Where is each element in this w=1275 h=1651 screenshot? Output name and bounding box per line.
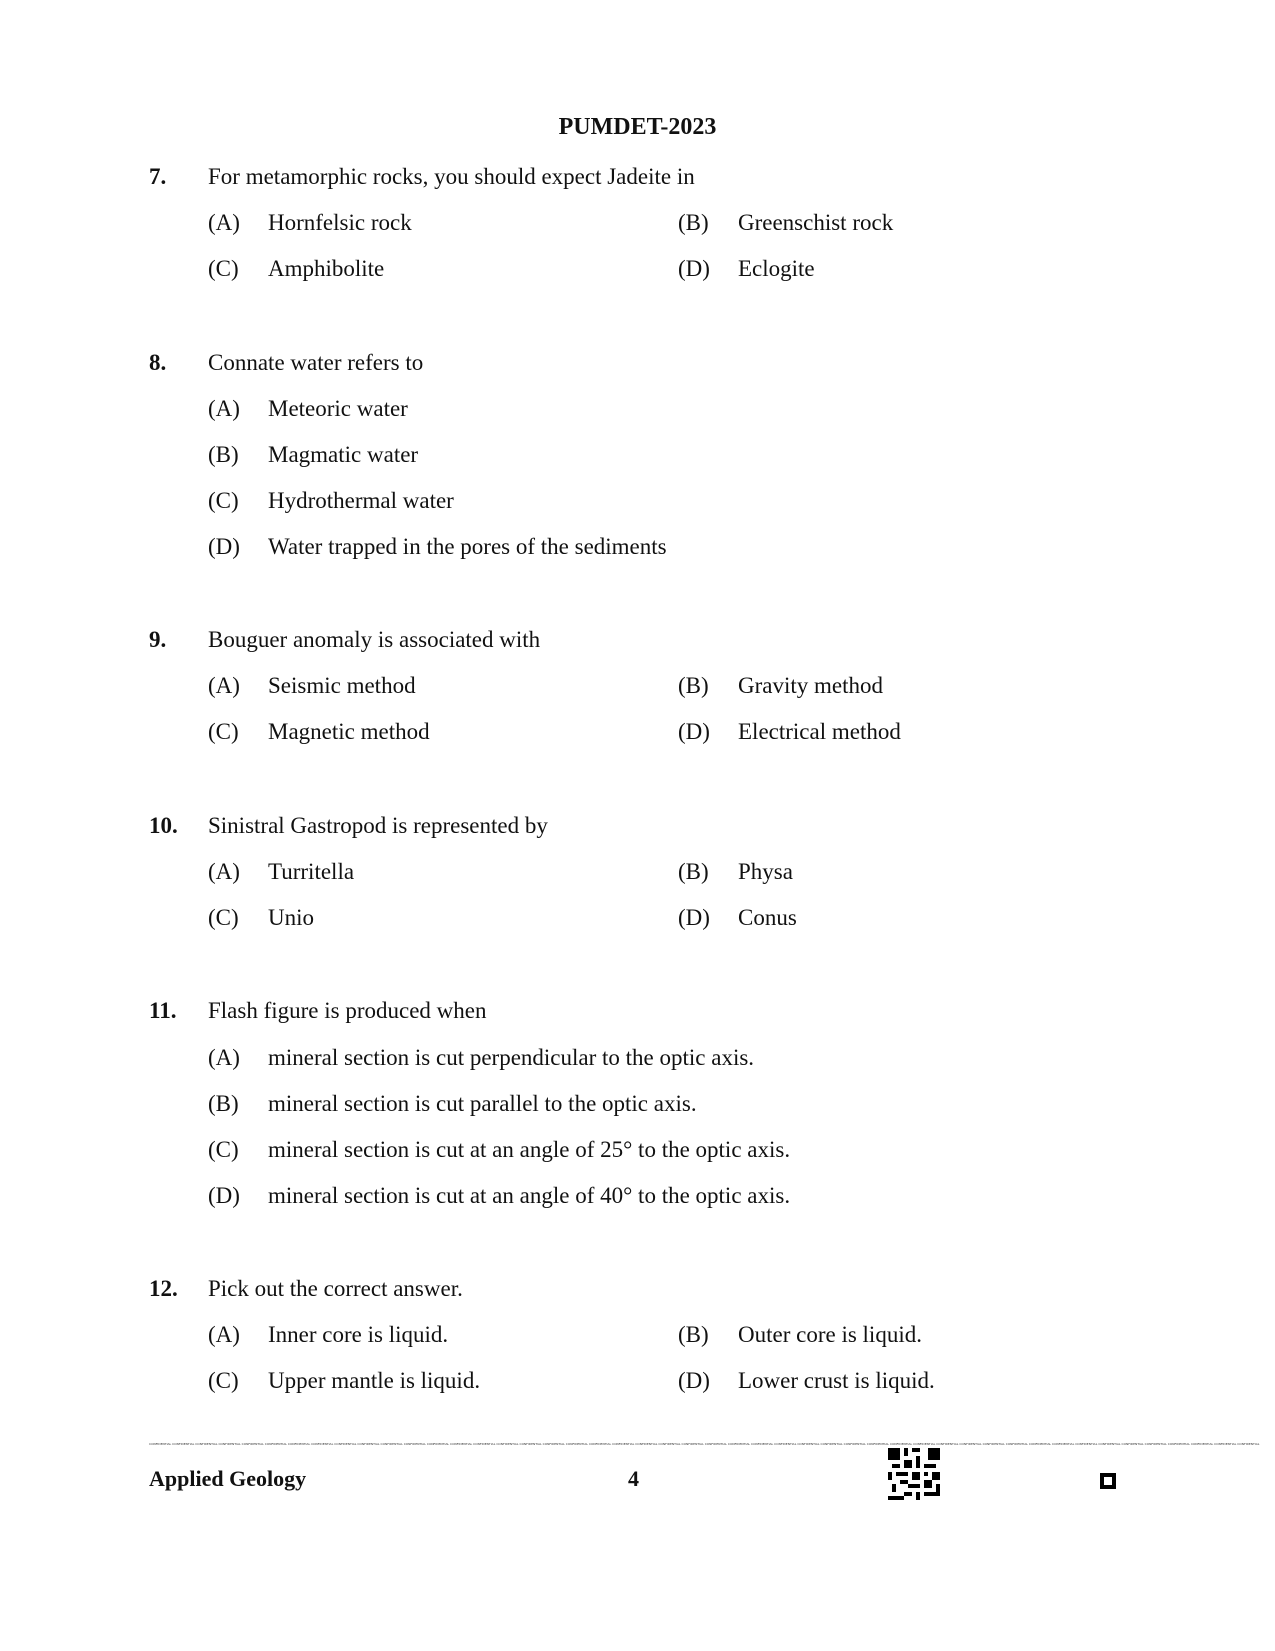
option-label: (D) <box>678 1368 710 1393</box>
option-c <box>208 1137 790 1163</box>
option-text: Magmatic water <box>268 442 419 467</box>
option-label: (C) <box>208 1368 239 1393</box>
option-b <box>208 442 418 468</box>
option-a <box>208 210 412 236</box>
option-a <box>208 673 416 699</box>
option-label: (A) <box>208 673 240 698</box>
option-c <box>208 488 454 514</box>
question-number: 12. <box>149 1276 178 1301</box>
option-label: (D) <box>208 1183 240 1208</box>
option-text: mineral section is cut perpendicular to the optic axis. <box>268 1045 755 1070</box>
option-label: (D) <box>678 256 710 281</box>
option-b <box>678 1322 922 1348</box>
option-text: Turritella <box>268 859 355 884</box>
question-text: For metamorphic rocks, you should expect Jadeite in <box>208 164 695 189</box>
option-label: (C) <box>208 488 239 513</box>
option-text: Hydrothermal water <box>268 488 454 513</box>
option-text: Lower crust is liquid. <box>738 1368 935 1393</box>
option-text: mineral section is cut parallel to the optic axis. <box>268 1091 697 1116</box>
option-label: (A) <box>208 1045 240 1070</box>
option-text: Water trapped in the pores of the sediments <box>268 534 667 559</box>
option-label: (B) <box>678 859 709 884</box>
option-label: (B) <box>678 673 709 698</box>
question-text: Pick out the correct answer. <box>208 1276 463 1301</box>
option-text: Conus <box>738 905 797 930</box>
option-text: Eclogite <box>738 256 815 281</box>
question-text: Sinistral Gastropod is represented by <box>208 813 548 838</box>
option-text: Physa <box>738 859 793 884</box>
option-d <box>208 534 667 560</box>
question-number: 9. <box>149 627 167 652</box>
option-label: (B) <box>678 210 709 235</box>
option-a <box>208 859 354 885</box>
question-number: 8. <box>149 350 167 375</box>
subject-name: Applied Geology <box>149 1466 307 1491</box>
option-d <box>678 719 901 745</box>
option-text: Seismic method <box>268 673 416 698</box>
question-text: Connate water refers to <box>208 350 424 375</box>
option-b <box>678 859 793 885</box>
option-label: (D) <box>678 719 710 744</box>
option-label: (C) <box>208 1137 239 1162</box>
option-text: Gravity method <box>738 673 883 698</box>
question-number: 7. <box>149 164 167 189</box>
option-d <box>678 256 815 282</box>
option-c <box>208 256 384 282</box>
square-marker-icon <box>1100 1473 1116 1494</box>
option-b <box>208 1091 697 1117</box>
question-text: Bouguer anomaly is associated with <box>208 627 541 652</box>
option-label: (B) <box>208 1091 239 1116</box>
question-number: 11. <box>149 998 177 1023</box>
option-label: (C) <box>208 905 239 930</box>
option-text: Hornfelsic rock <box>268 210 412 235</box>
option-d <box>208 1183 790 1209</box>
option-label: (C) <box>208 719 239 744</box>
option-text: mineral section is cut at an angle of 25° to the optic axis. <box>268 1137 791 1162</box>
option-text: Meteoric water <box>268 396 408 421</box>
option-b <box>678 210 893 236</box>
option-label: (A) <box>208 396 240 421</box>
option-b <box>678 673 883 699</box>
option-text: Greenschist rock <box>738 210 894 235</box>
option-label: (C) <box>208 256 239 281</box>
option-label: (A) <box>208 1322 240 1347</box>
qr-code-icon <box>888 1448 940 1505</box>
confidential-strip: CONFIDENTIAL CONFIDENTIAL CONFIDENTIAL CONFIDENTIAL CONFIDENTIAL CONFIDENTIAL CONFIDENTIAL CONFIDENTIAL CONFIDENTIAL CONFIDENTIAL CONFIDENTIAL CONFIDENTIAL CONFIDENTIAL CONFIDENTIAL CONFIDENTIAL CONFIDENTIAL CONFIDENTIAL CONFIDENTIAL CONFIDENTIAL CONFIDENTIAL CONFIDENTIAL CONFIDENTIAL CONFIDENTIAL CONFIDENTIAL CONFIDENTIAL CONFIDENTIAL CONFIDENTIAL CONFIDENTIAL CONFIDENTIAL CONFIDENTIAL CONFIDENTIAL CONFIDENTIAL CONFIDENTIAL CONFIDENTIAL CONFIDENTIAL CONFIDENTIAL CONFIDENTIAL CONFIDENTIAL CONFIDENTIAL CONFIDENTIAL CONFIDENTIAL CONFIDENTIAL CONFIDENTIAL CONFIDENTIAL CONFIDENTIAL CONFIDENTIAL CONFIDENTIAL CONFIDENTIAL <box>149 1442 1260 1446</box>
option-d <box>678 905 797 931</box>
option-text: Electrical method <box>738 719 901 744</box>
option-text: Outer core is liquid. <box>738 1322 922 1347</box>
option-text: Inner core is liquid. <box>268 1322 449 1347</box>
option-text: Amphibolite <box>268 256 385 281</box>
option-label: (A) <box>208 859 240 884</box>
option-label: (D) <box>208 534 240 559</box>
option-text: Magnetic method <box>268 719 430 744</box>
option-label: (A) <box>208 210 240 235</box>
option-c <box>208 1368 480 1394</box>
option-a <box>208 396 408 422</box>
option-d <box>678 1368 935 1394</box>
option-a <box>208 1322 448 1348</box>
option-label: (B) <box>678 1322 709 1347</box>
page-title: PUMDET-2023 <box>558 114 717 140</box>
option-a <box>208 1045 754 1071</box>
option-label: (D) <box>678 905 710 930</box>
question-number: 10. <box>149 813 178 838</box>
option-text: Upper mantle is liquid. <box>268 1368 481 1393</box>
option-text: Unio <box>268 905 314 930</box>
option-c <box>208 905 314 931</box>
question-text: Flash figure is produced when <box>208 998 487 1023</box>
option-label: (B) <box>208 442 239 467</box>
option-text: mineral section is cut at an angle of 40° to the optic axis. <box>268 1183 791 1208</box>
page-number: 4 <box>628 1466 639 1491</box>
option-c <box>208 719 430 745</box>
